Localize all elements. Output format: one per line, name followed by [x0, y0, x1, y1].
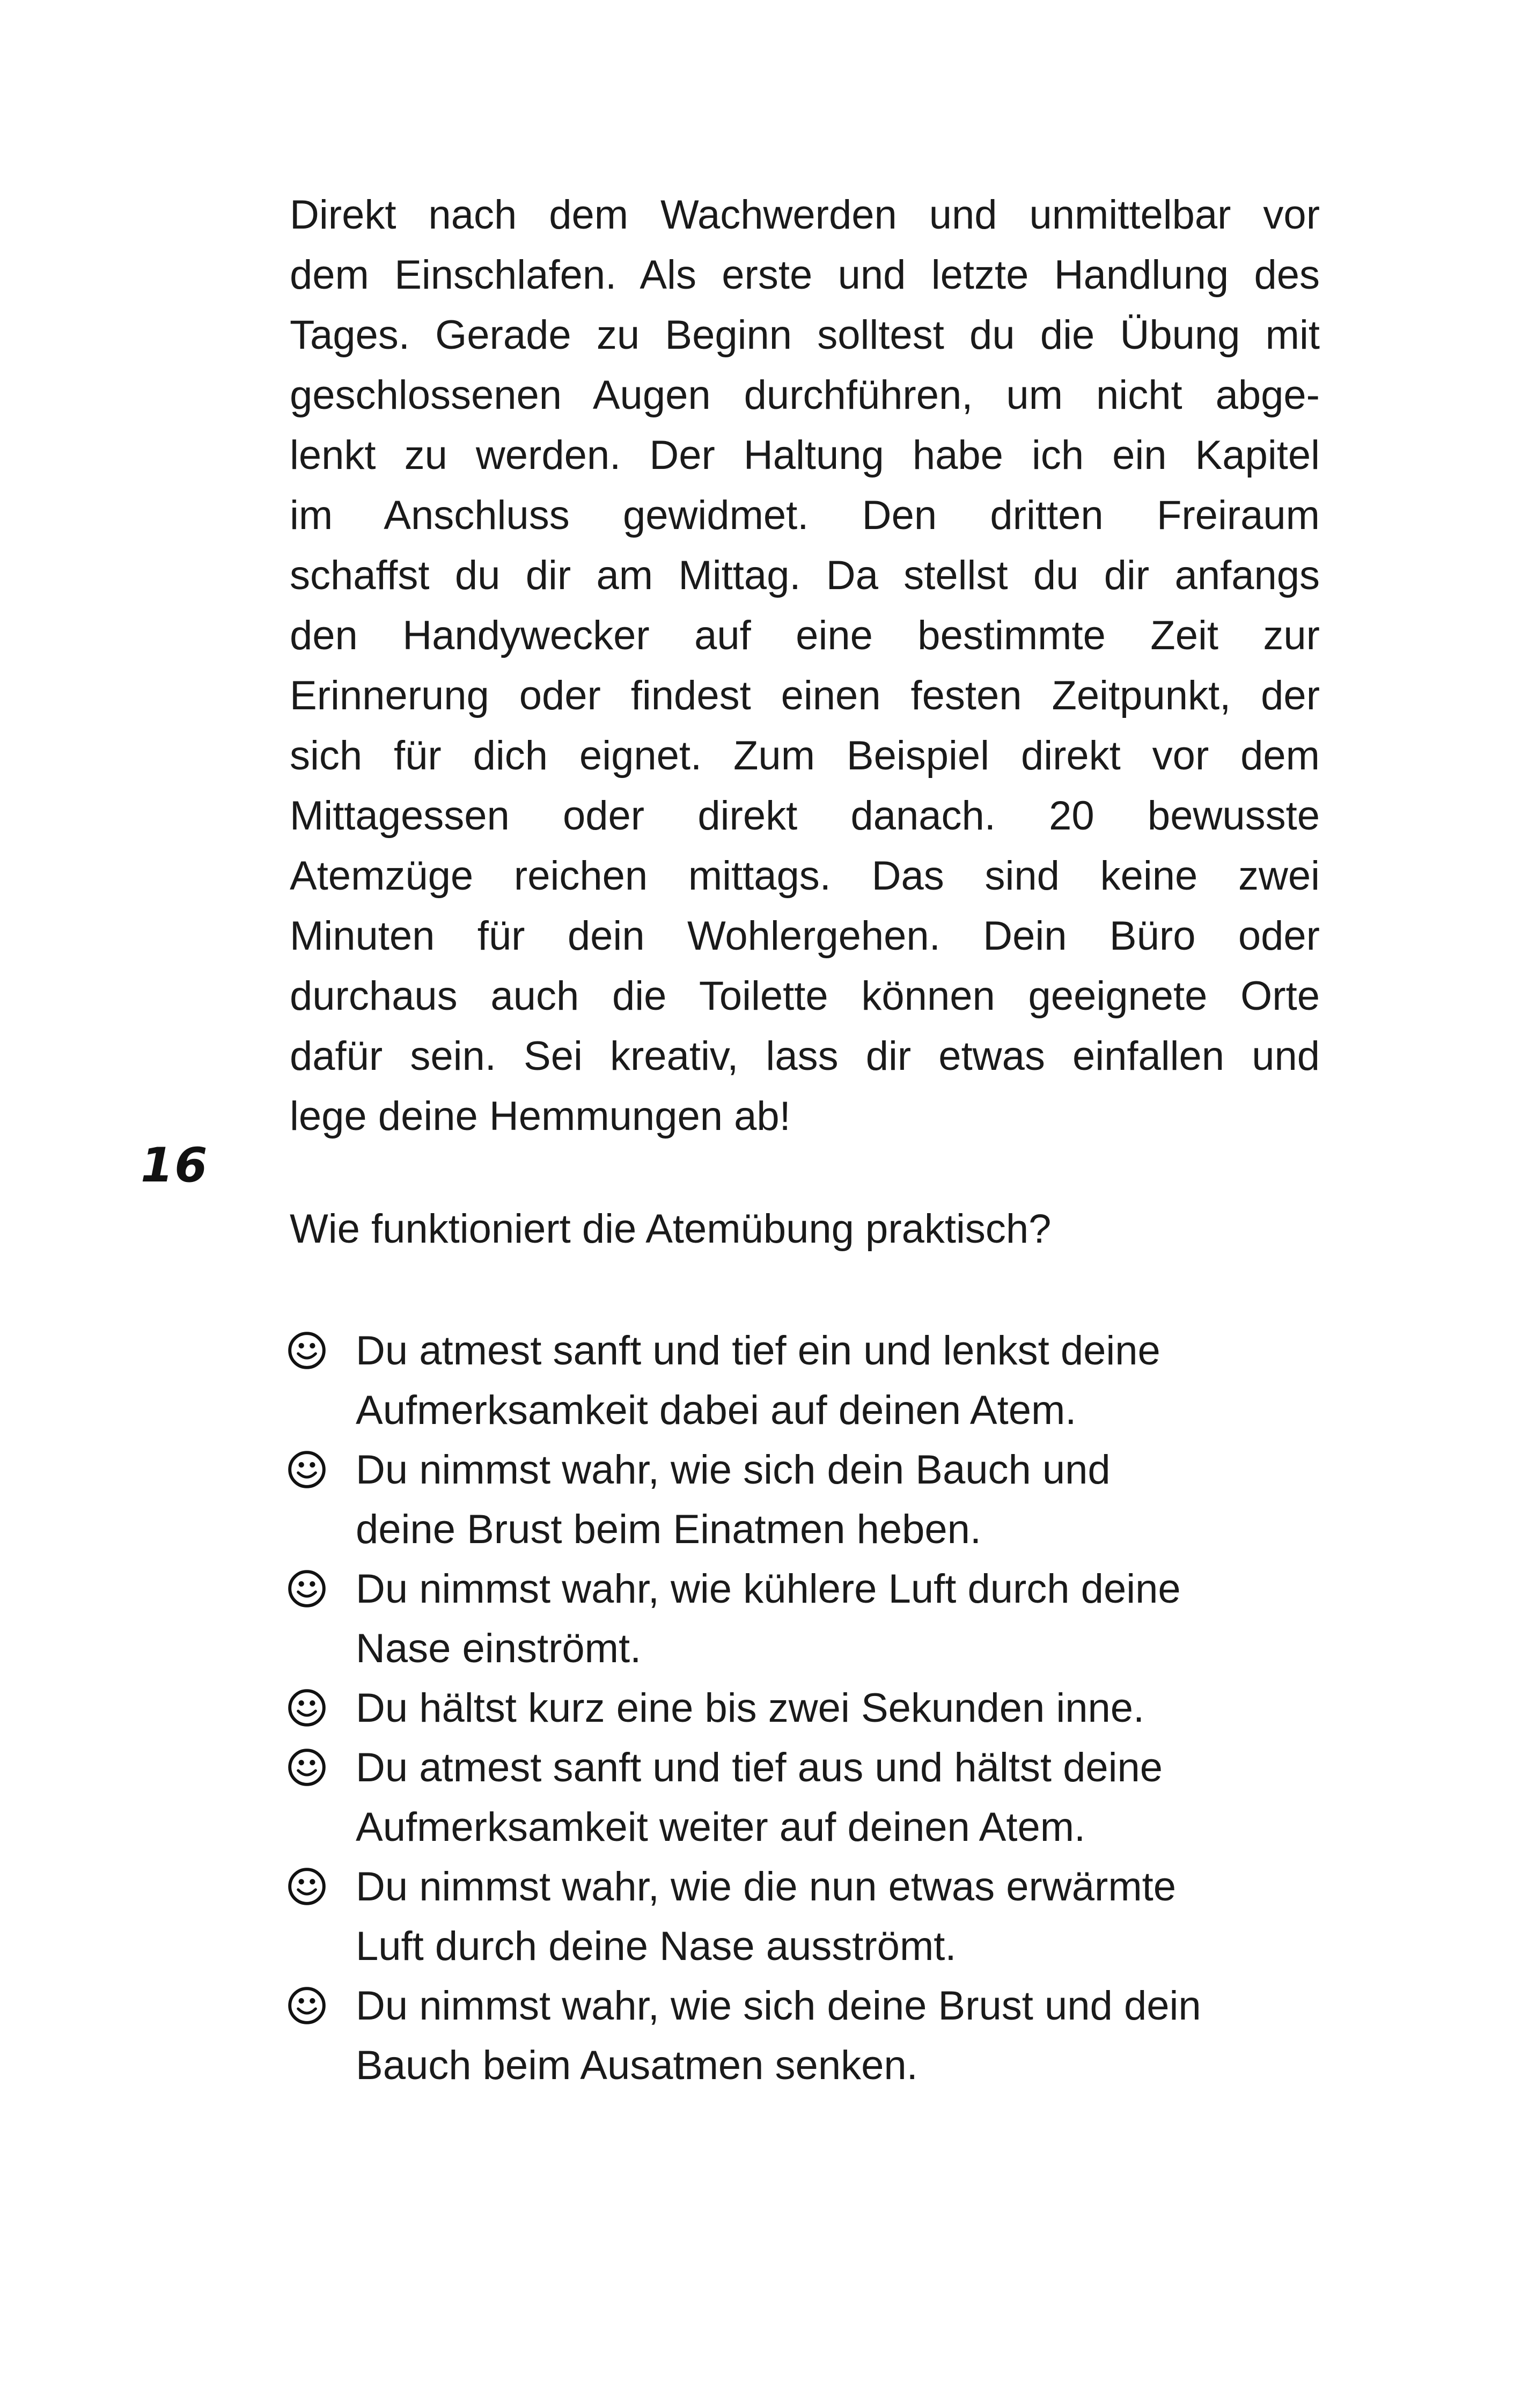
- paragraph-line: schaffst du dir am Mittag. Da stellst du dir anfangs: [290, 553, 1320, 598]
- smiley-face-icon: [287, 1450, 327, 1489]
- paragraph-line: dafür sein. Sei kreativ, lass dir etwas einfallen und: [290, 1033, 1320, 1079]
- list-item: [287, 1440, 1360, 1559]
- paragraph-line: den Handywecker auf eine bestimmte Zeit zur: [290, 613, 1320, 658]
- list-item-text: Bauch beim Ausatmen senken.: [356, 2043, 918, 2088]
- list-item: [287, 1559, 1360, 1678]
- list-item-text: Du nimmst wahr, wie sich dein Bauch und: [356, 1447, 1111, 1493]
- paragraph-line: Erinnerung oder findest einen festen Zeitpunkt, der: [290, 673, 1320, 718]
- paragraph-line: durchaus auch die Toilette können geeignete Orte: [290, 973, 1320, 1019]
- list-item: [287, 1976, 1360, 2095]
- page-number: 16: [141, 1137, 209, 1193]
- paragraph-line: Tages. Gerade zu Beginn solltest du die Übung mit: [290, 312, 1320, 358]
- list-item: [287, 1857, 1360, 1976]
- question-heading: Wie funktioniert die Atemübung praktisch?: [290, 1206, 1052, 1252]
- list-item-text: Du atmest sanft und tief aus und hältst deine: [356, 1745, 1163, 1790]
- body-text-column: [290, 185, 1320, 1147]
- list-item-text: Du nimmst wahr, wie sich deine Brust und dein: [356, 1983, 1201, 2029]
- list-item: [287, 1738, 1360, 1857]
- list-item-text: Nase einströmt.: [356, 1626, 642, 1671]
- list-item-text: Aufmerksamkeit dabei auf deinen Atem.: [356, 1387, 1077, 1433]
- list-item-text: Luft durch deine Nase ausströmt.: [356, 1924, 957, 1969]
- paragraph-line: lege deine Hemmungen ab!: [290, 1093, 791, 1139]
- smiley-face-icon: [287, 1748, 327, 1787]
- body-paragraph: [290, 185, 1320, 1147]
- list-item-text: Du nimmst wahr, wie die nun etwas erwärmte: [356, 1864, 1177, 1910]
- list-item: [287, 1678, 1360, 1738]
- paragraph-line: Minuten für dein Wohlergehen. Dein Büro oder: [290, 913, 1320, 959]
- smiley-face-icon: [287, 1986, 327, 2025]
- smiley-face-icon: [287, 1688, 327, 1728]
- paragraph-line: Atemzüge reichen mittags. Das sind keine zwei: [290, 853, 1320, 899]
- smiley-face-icon: [287, 1569, 327, 1609]
- list-item-text: Du hältst kurz eine bis zwei Sekunden inne.: [356, 1685, 1145, 1731]
- paragraph-line: geschlossenen Augen durchführen, um nicht abge-: [290, 372, 1320, 418]
- list-item-text: Aufmerksamkeit weiter auf deinen Atem.: [356, 1804, 1086, 1850]
- paragraph-line: im Anschluss gewidmet. Den dritten Freiraum: [290, 493, 1320, 538]
- list-item-text: Du nimmst wahr, wie kühlere Luft durch deine: [356, 1566, 1181, 1612]
- paragraph-line: dem Einschlafen. Als erste und letzte Handlung des: [290, 252, 1320, 298]
- paragraph-line: Mittagessen oder direkt danach. 20 bewusste: [290, 793, 1320, 839]
- list-item-text: deine Brust beim Einatmen heben.: [356, 1507, 982, 1552]
- list-item-text: Du atmest sanft und tief ein und lenkst deine: [356, 1328, 1160, 1374]
- list-item: [287, 1321, 1360, 1440]
- paragraph-line: lenkt zu werden. Der Haltung habe ich ein Kapitel: [290, 432, 1320, 478]
- smiley-face-icon: [287, 1331, 327, 1370]
- paragraph-line: sich für dich eignet. Zum Beispiel direkt vor dem: [290, 733, 1320, 779]
- paragraph-line: Direkt nach dem Wachwerden und unmittelbar vor: [290, 192, 1320, 238]
- breathing-steps-list: [287, 1321, 1360, 2095]
- smiley-face-icon: [287, 1867, 327, 1906]
